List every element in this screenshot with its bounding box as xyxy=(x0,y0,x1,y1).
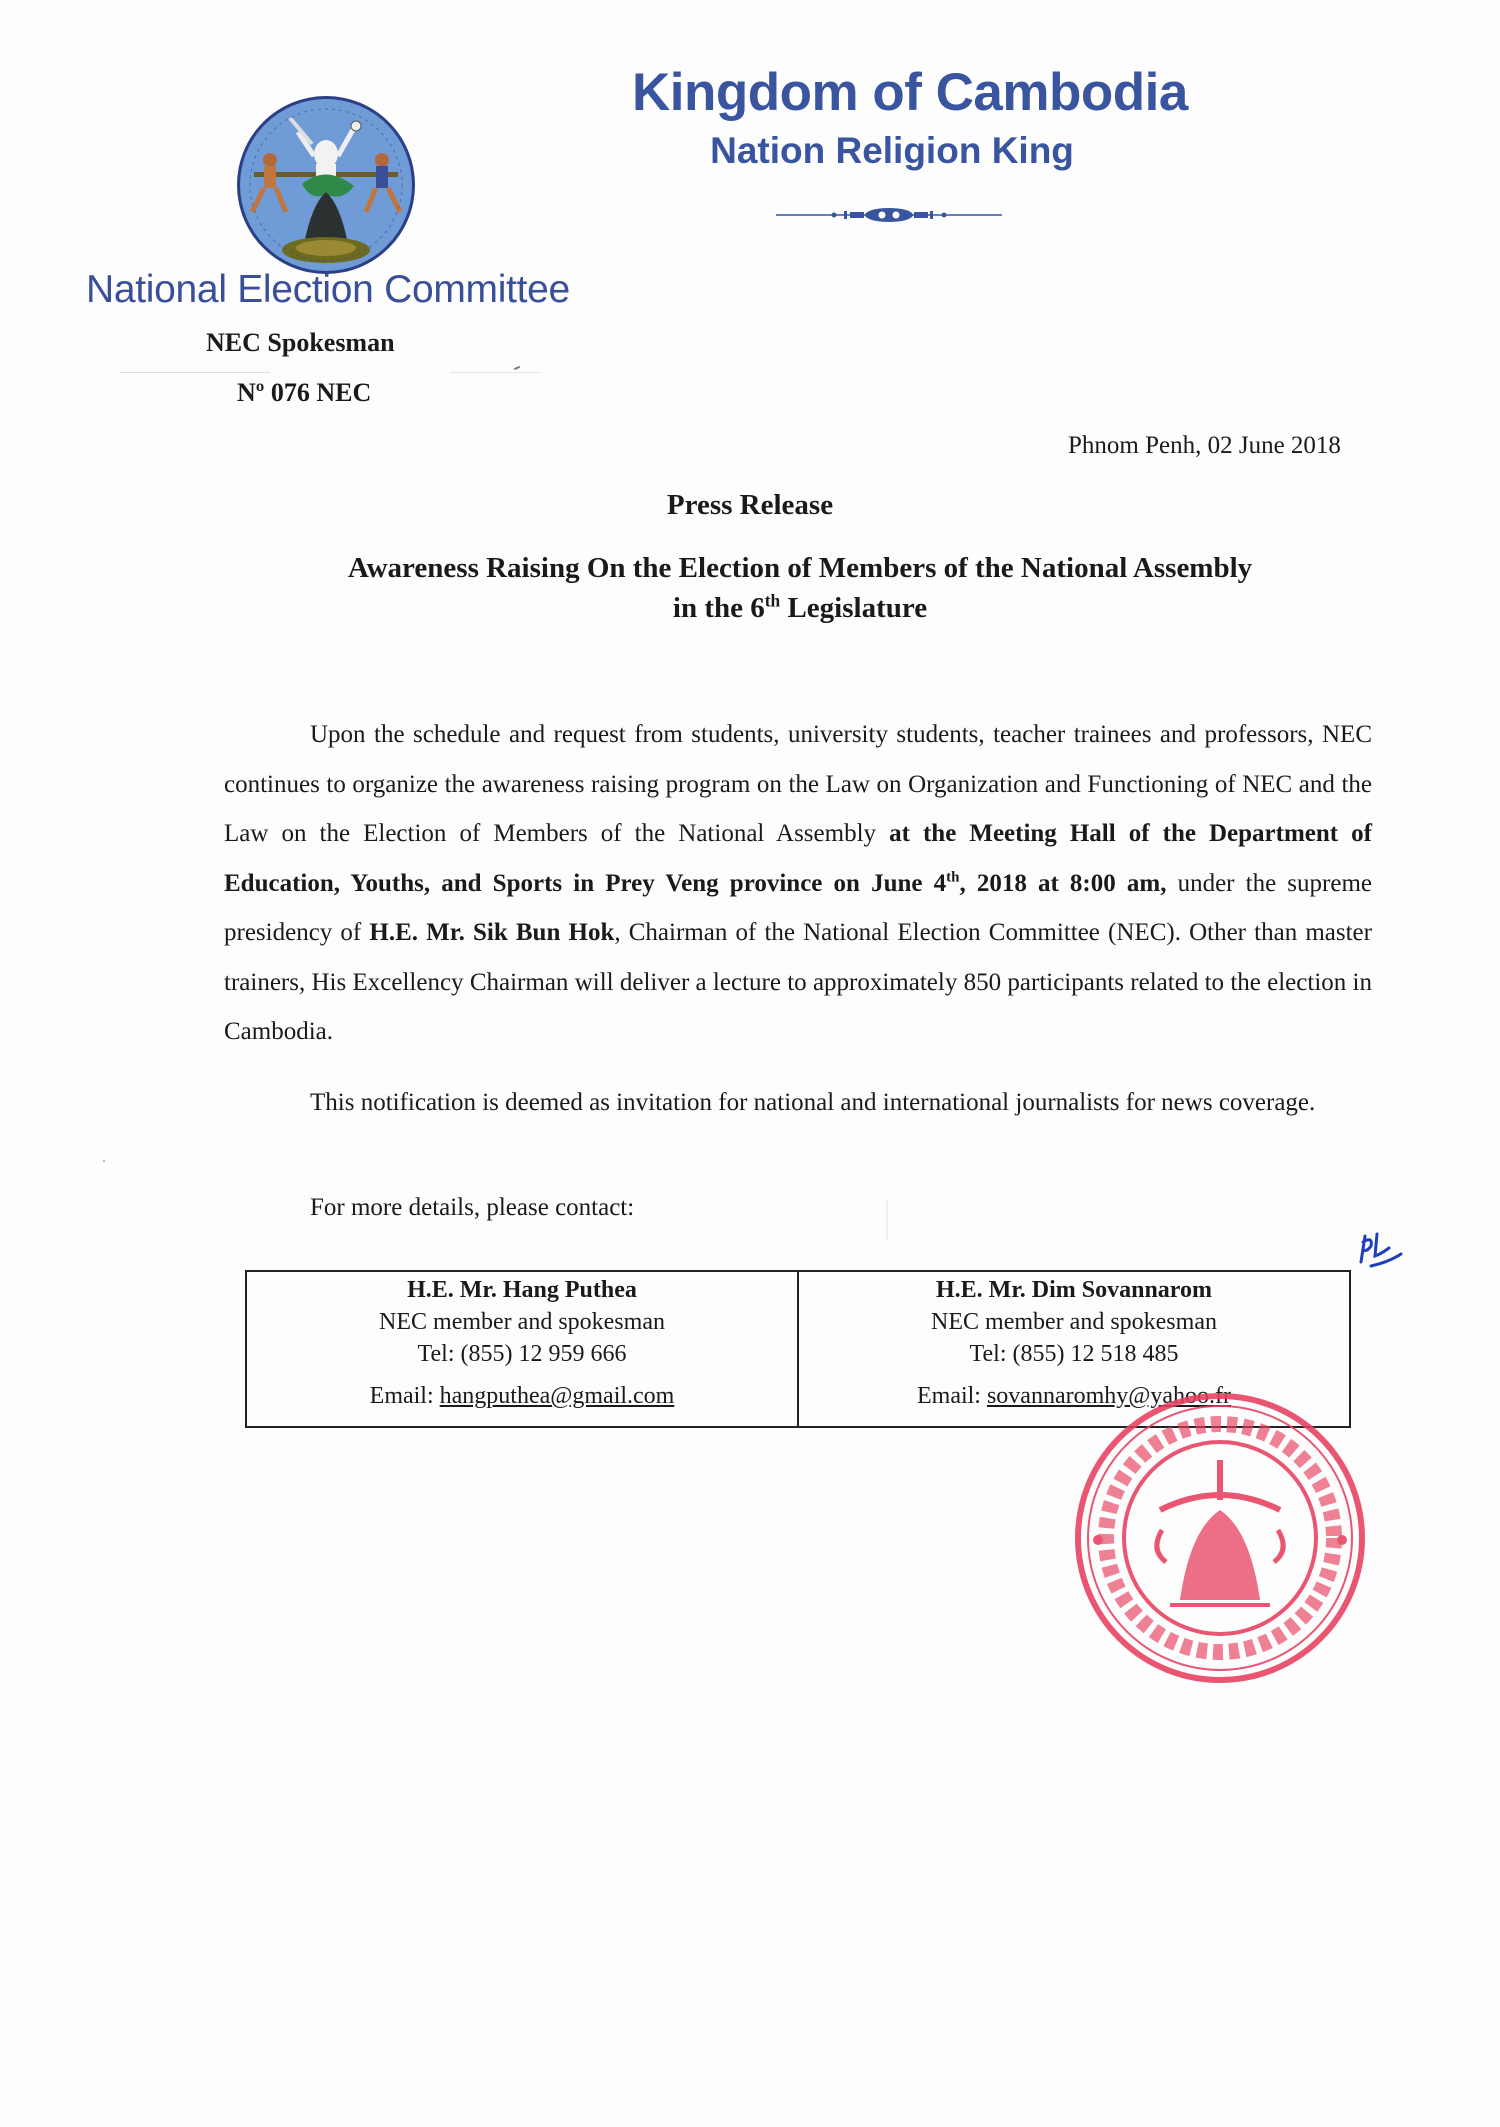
stray-mark xyxy=(514,366,520,370)
reference-number: Nº 076 NEC xyxy=(237,378,372,407)
paragraph-text: Upon the schedule and request from students, university students, teacher trainees and professors, NEC continues to organize the awareness raising program on the Law on Organization and Functioning of NEC and the Law on the Election of Members of the National Assembly xyxy=(224,721,1372,847)
office-name: NEC Spokesman xyxy=(206,328,395,357)
speck xyxy=(103,1160,105,1162)
subject-line-2 xyxy=(200,588,1400,628)
contact-email-link[interactable]: hangputhea@gmail.com xyxy=(439,1383,675,1409)
chairman-name: H.E. Mr. Sik Bun Hok xyxy=(369,919,615,946)
organization-name: National Election Committee xyxy=(86,268,570,311)
contact-role: NEC member and spokesman xyxy=(379,1309,665,1335)
official-seal-stamp-icon xyxy=(1070,1390,1370,1686)
divider-line xyxy=(450,372,540,373)
body-paragraph-2 xyxy=(224,1078,1372,1128)
country-title: Kingdom of Cambodia xyxy=(632,63,1188,122)
event-location-text: at the Meeting Hall of the Department of Education, Youths, and Sports in Prey Veng province on June 4 xyxy=(224,820,1372,897)
body-paragraph-1 xyxy=(224,710,1372,1057)
ordinal-suffix: th xyxy=(946,869,960,886)
email-label: Email: xyxy=(916,1383,987,1409)
handwritten-initials-icon xyxy=(1355,1232,1407,1274)
paragraph-text: This notification is deemed as invitation for national and international journalists for news coverage. xyxy=(310,1089,1316,1116)
contact-intro: For more details, please contact: xyxy=(310,1194,635,1221)
subject-heading xyxy=(200,548,1400,628)
contact-card xyxy=(247,1272,797,1426)
contact-name: H.E. Mr. Dim Sovannarom xyxy=(935,1277,1213,1303)
event-time-text: , 2018 at 8:00 am, xyxy=(959,869,1167,897)
subject-line-1: Awareness Raising On the Election of Members of the National Assembly xyxy=(347,552,1253,584)
scan-artifact xyxy=(886,1200,888,1240)
divider-line xyxy=(120,372,270,373)
email-label: Email: xyxy=(369,1383,440,1409)
ordinal-suffix: th xyxy=(764,590,781,611)
contact-phone: Tel: (855) 12 518 485 xyxy=(969,1341,1179,1367)
place-and-date: Phnom Penh, 02 June 2018 xyxy=(1068,432,1341,459)
document-type: Press Release xyxy=(666,489,834,521)
contact-name: H.E. Mr. Hang Puthea xyxy=(407,1277,637,1303)
national-motto: Nation Religion King xyxy=(710,130,1074,171)
nec-emblem-logo xyxy=(232,94,420,276)
paragraph-text: , Chairman of the National Election Committee (NEC). Other than master trainers, His Excellency Chairman will deliver a lecture to approximately 850 participants related to the election in Cambodia. xyxy=(224,919,1372,1045)
subject-text: in the 6 xyxy=(672,592,765,624)
contact-email-link[interactable]: sovannaromhy@yahoo.fr xyxy=(986,1383,1232,1409)
ornamental-divider-icon xyxy=(776,204,1002,226)
contact-phone: Tel: (855) 12 959 666 xyxy=(417,1341,627,1367)
paragraph-text: under the supreme presidency of xyxy=(224,869,1372,946)
contact-email-row xyxy=(247,1380,797,1412)
contact-role: NEC member and spokesman xyxy=(931,1309,1217,1335)
subject-text: Legislature xyxy=(780,592,928,624)
